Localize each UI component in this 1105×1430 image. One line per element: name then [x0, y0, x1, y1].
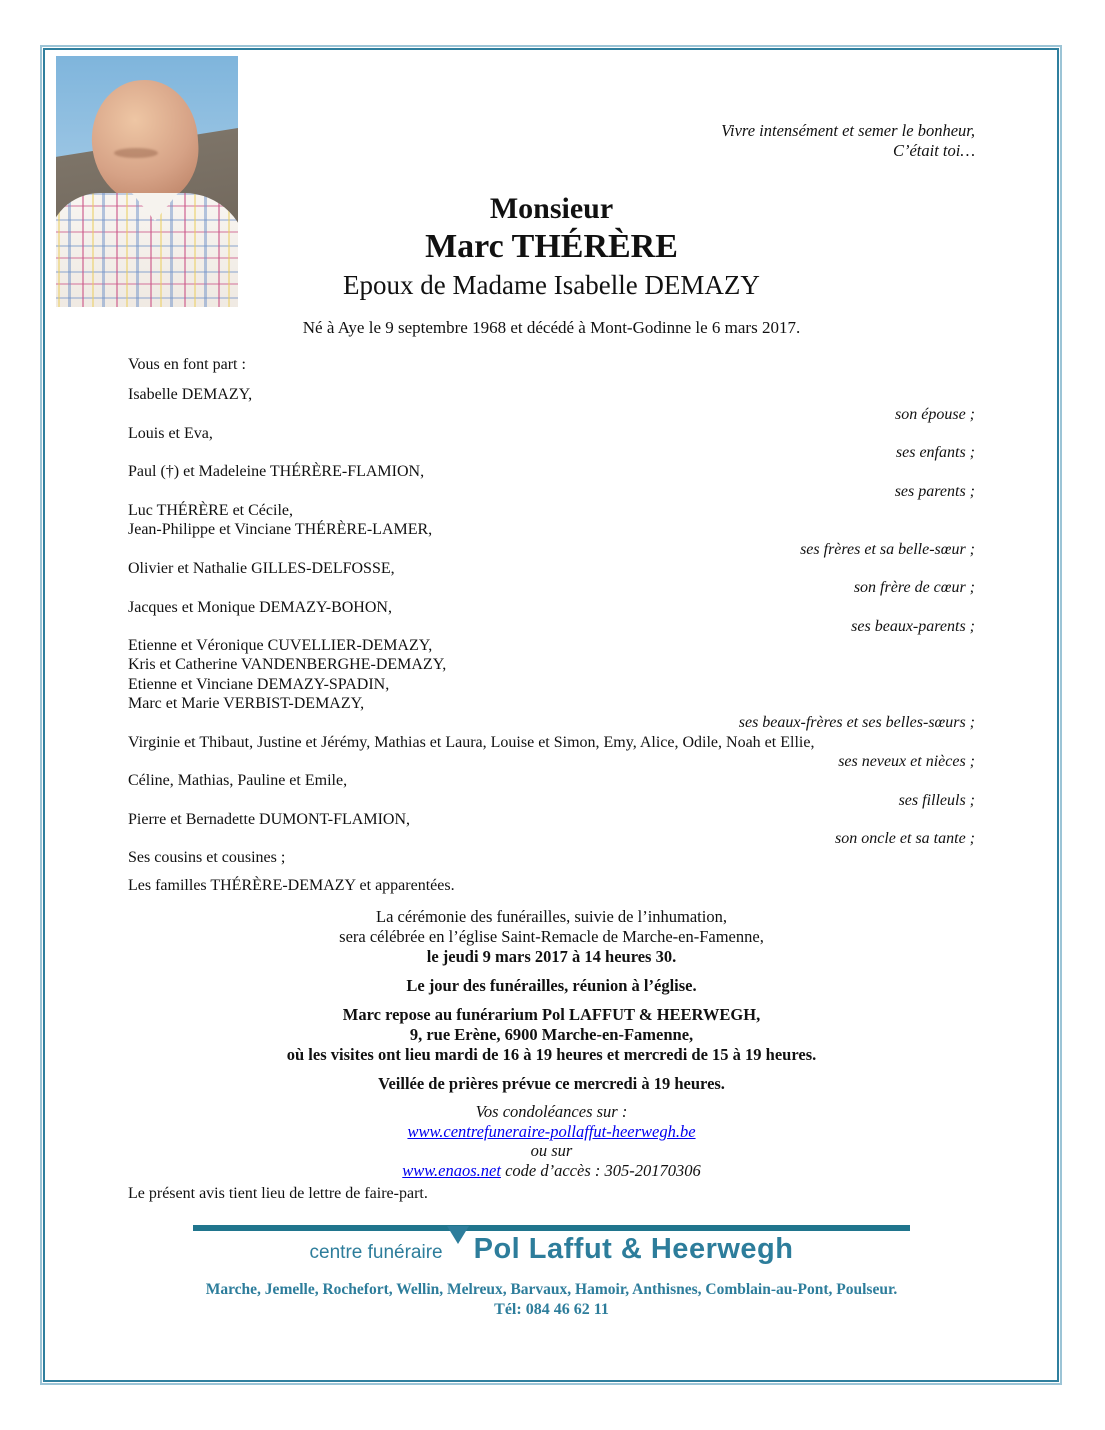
condolences-connector: ou sur [530, 1141, 573, 1161]
family-line: Marc et Marie VERBIST-DEMAZY, [128, 695, 365, 713]
epigraph-line-1: Vivre intensément et semer le bonheur, [721, 121, 975, 140]
family-line: Jacques et Monique DEMAZY-BOHON, [128, 598, 392, 616]
family-line: ses neveux et nièces ; [838, 752, 975, 770]
ceremony-date-line: le jeudi 9 mars 2017 à 14 heures 30. [426, 947, 677, 967]
funeral-home-locations: Marche, Jemelle, Rochefort, Wellin, Melreux, Barvaux, Hamoir, Anthisnes, Comblain-au-Pont, Poulseur. [205, 1281, 898, 1299]
announcement-intro: Vous en font part : [128, 356, 246, 373]
repose-line-3: où les visites ont lieu mardi de 16 à 19 heures et mercredi de 15 à 19 heures. [286, 1045, 817, 1065]
ceremony-line-2: sera célébrée en l’église Saint-Remacle de Marche-en-Famenne, [339, 927, 764, 947]
birth-death-line: Né à Aye le 9 septembre 1968 et décédé à Mont-Godinne le 6 mars 2017. [302, 318, 801, 337]
funeral-home-logo [128, 1231, 975, 1275]
repose-line-1: Marc repose au funérarium Pol LAFFUT & HEERWEGH, [342, 1005, 761, 1025]
epigraph-line-2: C’était toi… [892, 141, 975, 160]
family-line: Ses cousins et cousines ; [128, 849, 286, 867]
family-line: son frère de cœur ; [853, 579, 975, 597]
funeral-home-phone: Tél: 084 46 62 11 [494, 1301, 609, 1319]
family-line: Louis et Eva, [128, 424, 213, 442]
family-line: Virginie et Thibaut, Justine et Jérémy, Mathias et Laura, Louise et Simon, Emy, Alice, Odile, Noah et Ellie, [128, 733, 815, 751]
spouse-line: Epoux de Madame Isabelle DEMAZY [343, 270, 760, 300]
brand-prefix: centre funéraire [309, 1242, 443, 1264]
family-line: ses frères et sa belle-sœur ; [800, 540, 975, 558]
family-line: ses beaux-frères et ses belles-sœurs ; [738, 714, 975, 732]
condolences-link-enaos[interactable]: www.enaos.net [402, 1160, 501, 1180]
ceremony-line-1: La cérémonie des funérailles, suivie de l’inhumation, [376, 907, 727, 927]
deceased-name: Marc THÉRÈRE [425, 228, 678, 265]
family-list [128, 385, 975, 895]
veillee-line: Veillée de prières prévue ce mercredi à 19 heures. [378, 1074, 725, 1094]
family-line: Etienne et Vinciane DEMAZY-SPADIN, [128, 675, 390, 693]
family-line: Isabelle DEMAZY, [128, 386, 253, 404]
family-line: Pierre et Bernadette DUMONT-FLAMION, [128, 810, 411, 828]
ceremony-section [128, 907, 975, 1094]
condolences-link-centrefuneraire[interactable]: www.centrefuneraire-pollaffut-heerwegh.be [407, 1121, 696, 1141]
honorific-title: Monsieur [489, 192, 614, 225]
family-line: ses enfants ; [895, 444, 975, 462]
condolences-intro: Vos condoléances sur : [475, 1102, 628, 1122]
logo-triangle-icon [447, 1226, 469, 1244]
epigraph [128, 121, 975, 161]
brand-name: Pol Laffut & Heerwegh [473, 1233, 794, 1266]
family-line: Etienne et Véronique CUVELLIER-DEMAZY, [128, 637, 433, 655]
condolences-section [128, 1102, 975, 1180]
family-line: Paul (†) et Madeleine THÉRÈRE-FLAMION, [128, 463, 425, 481]
access-code-text: code d’accès : 305-20170306 [500, 1160, 701, 1180]
family-line: Olivier et Nathalie GILLES-DELFOSSE, [128, 559, 395, 577]
family-line: son oncle et sa tante ; [835, 830, 975, 848]
repose-line-2: 9, rue Erène, 6900 Marche-en-Famenne, [409, 1025, 694, 1045]
family-line: ses filleuls ; [898, 791, 975, 809]
family-line: ses parents ; [894, 482, 975, 500]
photo-face-shading [114, 148, 158, 158]
faire-part-notice: Le présent avis tient lieu de lettre de faire-part. [128, 1185, 428, 1203]
family-line: Luc THÉRÈRE et Cécile, [128, 502, 293, 520]
family-line: Jean-Philippe et Vinciane THÉRÈRE-LAMER, [128, 521, 433, 539]
family-line: son épouse ; [895, 405, 975, 423]
family-line: Les familles THÉRÈRE-DEMAZY et apparentées. [128, 876, 455, 894]
family-line: Kris et Catherine VANDENBERGHE-DEMAZY, [128, 656, 447, 674]
reunion-line: Le jour des funérailles, réunion à l’église. [406, 976, 697, 996]
family-line: ses beaux-parents ; [851, 617, 975, 635]
family-line: Céline, Mathias, Pauline et Emile, [128, 772, 348, 790]
portrait-photo [56, 56, 238, 307]
